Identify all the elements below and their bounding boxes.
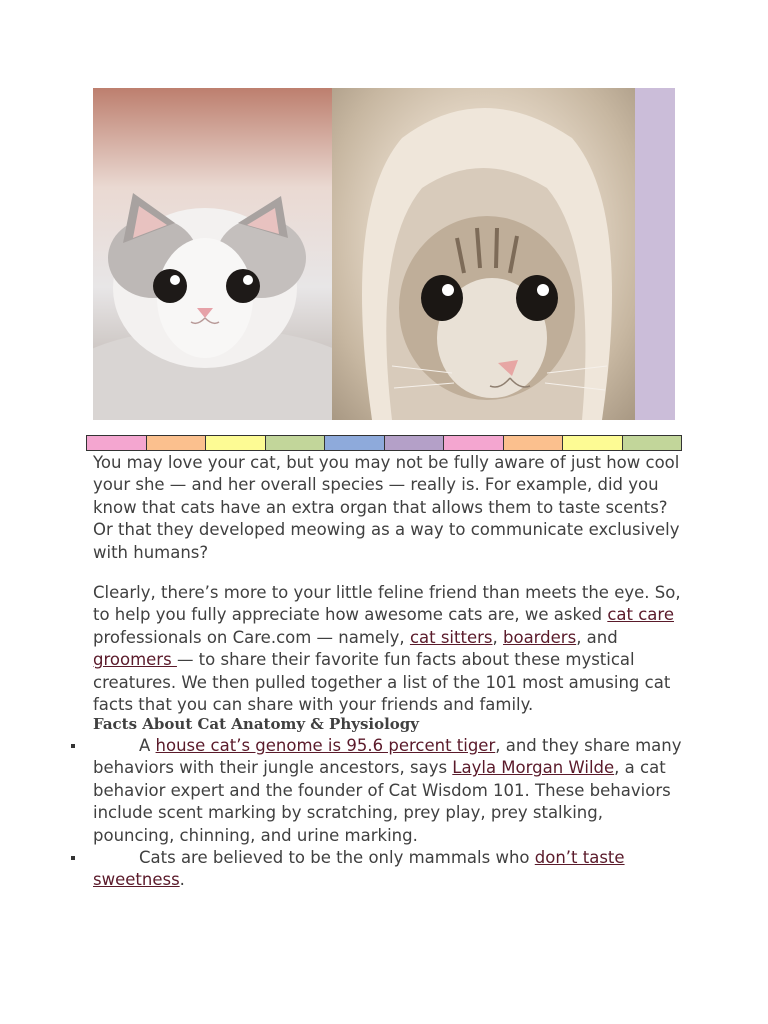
color-strip-cell-9	[563, 436, 623, 450]
color-strip-cell-8	[504, 436, 564, 450]
link-cat-sitters[interactable]: cat sitters	[409, 627, 493, 647]
section-heading: Facts About Cat Anatomy & Physiology	[93, 715, 420, 733]
lavender-accent-bar	[635, 88, 675, 420]
color-strip-cell-6	[385, 436, 445, 450]
white-kitten-illustration	[93, 88, 332, 420]
facts-list	[93, 735, 683, 892]
link-boarders[interactable]: boarders	[503, 627, 577, 647]
link-genome-tiger[interactable]: house cat’s genome is 95.6 percent tiger	[155, 736, 496, 755]
color-strip-cell-10	[623, 436, 682, 450]
header-photo-collage	[93, 88, 675, 420]
para2-text-2: professionals on Care.com — namely,	[93, 627, 410, 647]
fact-1-pre: A	[139, 736, 156, 755]
color-strip-cell-3	[206, 436, 266, 450]
fact-1-mid: , and they share many behaviors with their jungle ancestors, says	[93, 736, 682, 778]
white-kitten-photo	[93, 88, 332, 420]
link-groomers[interactable]: groomers	[93, 650, 177, 670]
fact-1-post: , a cat behavior expert and the founder of Cat Wisdom 101. These behaviors include scent marking by scratching, prey play, prey stalking, pouncing, chinning, and urine marking.	[93, 758, 671, 845]
bullet-icon	[71, 744, 75, 748]
color-strip-cell-5	[325, 436, 385, 450]
fact-2-post: .	[179, 870, 185, 890]
second-paragraph	[93, 582, 683, 716]
para2-text-3: ,	[492, 627, 503, 647]
list-item	[93, 735, 683, 847]
color-strip	[86, 435, 682, 451]
link-cat-care[interactable]: cat care	[607, 605, 674, 625]
para2-text-5: — to share their favorite fun facts about these mystical creatures. We then pulled together a list of the 101 most amusing cat facts that you can share with your friends and family.	[93, 650, 671, 715]
link-dont-taste-sweetness[interactable]: don’t taste sweetness	[93, 848, 625, 890]
para2-text-1: Clearly, there’s more to your little feline friend than meets the eye. So, to help you fully appreciate how awesome cats are, we asked	[93, 583, 681, 625]
color-strip-cell-2	[147, 436, 207, 450]
kitten-in-hood-photo	[332, 88, 635, 420]
hooded-kitten-illustration	[332, 88, 635, 420]
para2-text-4: , and	[576, 627, 618, 647]
bullet-icon	[71, 856, 75, 860]
list-item	[93, 847, 683, 892]
fact-2-pre: Cats are believed to be the only mammals who	[139, 848, 535, 868]
color-strip-cell-7	[444, 436, 504, 450]
color-strip-cell-1	[87, 436, 147, 450]
intro-paragraph: You may love your cat, but you may not be fully aware of just how cool your she — and her overall species — really is. For example, did you know that cats have an extra organ that allows them to taste scents? Or that they developed meowing as a way to communicate exclusively with humans?	[93, 453, 680, 562]
link-layla-morgan-wilde[interactable]: Layla Morgan Wilde	[452, 758, 615, 778]
color-strip-cell-4	[266, 436, 326, 450]
